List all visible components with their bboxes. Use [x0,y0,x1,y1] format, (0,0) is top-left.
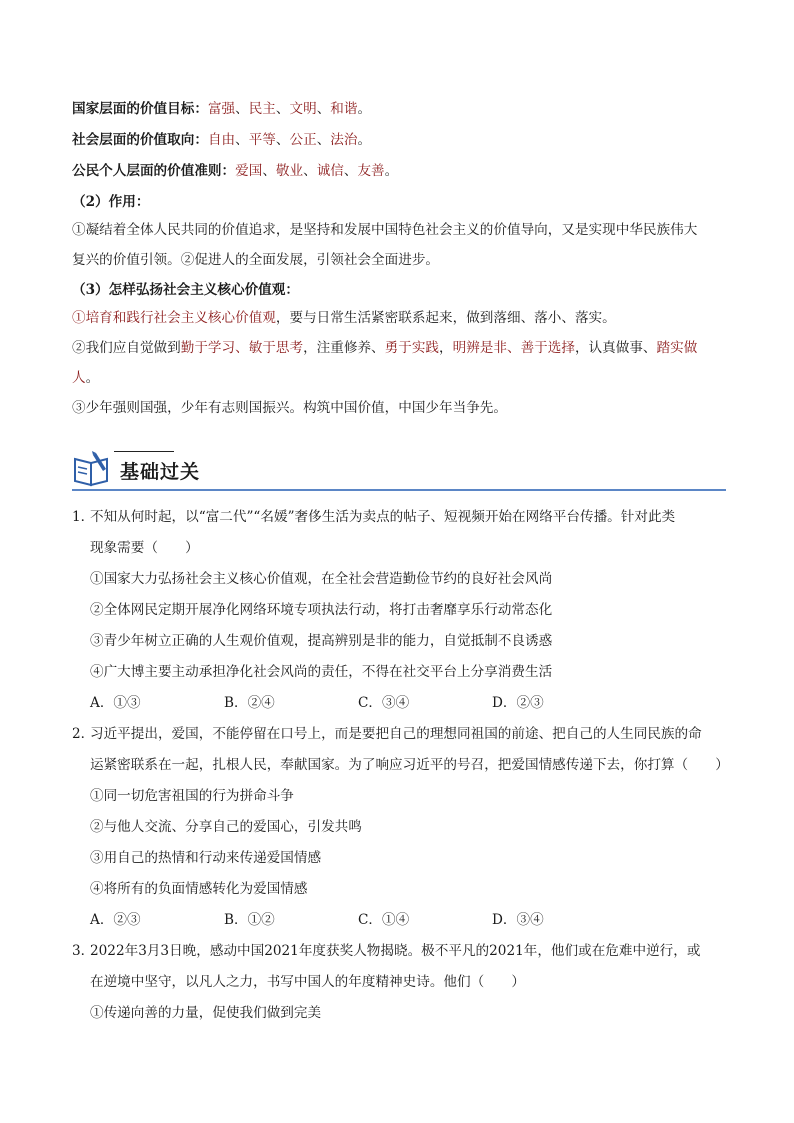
value-item: 文明 [289,101,317,117]
highlight: 踏实做 [656,340,698,356]
national-values-line: 国家层面的价值目标：富强、民主、文明、和谐。 [72,101,372,117]
text: ，注重修养、 [303,340,385,356]
option-item[interactable]: ①传递向善的力量，促使我们做到完美 [90,1005,322,1021]
question-stem-cont: 运紧密联系在一起，扎根人民，奉献国家。为了响应习近平的号召，把爱国情感传递下去，你打算（ ） [90,757,729,773]
book-icon [72,449,112,489]
highlight: 勇于实践 [384,340,440,356]
question-stem [72,719,732,750]
banner-rule [72,489,726,491]
option-item[interactable]: ①同一切危害祖国的行为拼命斗争 [90,788,294,804]
text: ， [439,340,453,356]
section-banner [72,449,726,491]
summary-section [72,98,726,423]
choice-d[interactable]: D．③④ [492,912,544,928]
how-heading: （3）怎样弘扬社会主义核心价值观： [72,282,299,298]
choice-c[interactable]: C．③④ [358,695,410,711]
stem-text: 不知从何时起，以“富二代”“名媛”奢侈生活为卖点的帖子、短视频开始在网络平台传播。针对此类 [90,509,676,525]
highlight: 人 [72,370,86,386]
text: 。 [85,370,100,386]
personal-values-line: 公民个人层面的价值准则：爱国、敬业、诚信、友善。 [72,163,399,179]
question-3 [72,936,732,1029]
question-stem [72,502,732,533]
value-item: 和谐 [330,101,358,117]
social-values-label: 社会层面的价值取向： [72,132,208,148]
text: ②我们应自觉做到 [72,340,181,356]
option-item[interactable]: ②与他人交流、分享自己的爱国心，引发共鸣 [90,819,362,835]
choice-a[interactable]: A．②③ [90,912,141,928]
option-item[interactable]: ④广大博主要主动承担净化社会风尚的责任，不得在社交平台上分享消费生活 [90,664,553,680]
value-item: 敬业 [275,163,304,179]
text: ，认真做事、 [574,340,657,356]
highlight: 明辨是非、善于选择 [452,340,575,356]
highlight: 勤于学习、敏于思考 [180,340,304,356]
option-item[interactable]: ④将所有的负面情感转化为爱国情感 [90,881,308,897]
value-item: 友善 [357,163,385,179]
question-stem-cont: 在逆境中坚守，以凡人之力，书写中国人的年度精神史诗。他们（ ） [90,974,525,990]
social-values-line: 社会层面的价值取向：自由、平等、公正、法治。 [72,132,372,148]
how-text-2-cont [72,363,726,393]
choice-a[interactable]: A．①③ [90,695,141,711]
value-item: 民主 [248,101,276,117]
answer-choices [90,905,732,936]
question-stem [72,936,732,967]
choice-b[interactable]: B．②④ [224,695,275,711]
banner-title: 基础过关 [120,461,201,483]
role-text-2: 复兴的价值引领。②促进人的全面发展，引领社会全面进步。 [72,252,440,268]
stem-text: 2022年3月3日晚，感动中国2021年度获奖人物揭晓。极不平凡的2021年，他们或在危难中逆行，或 [90,943,701,959]
personal-values-label: 公民个人层面的价值准则： [72,163,236,179]
option-item[interactable]: ①国家大力弘扬社会主义核心价值观，在全社会营造勤俭节约的良好社会风尚 [90,571,553,587]
how-text-1 [72,303,726,333]
highlight: ①培育和践行社会主义核心价值观 [72,310,276,326]
value-item: 公正 [289,132,317,148]
value-item: 爱国 [235,163,263,179]
stem-text: 习近平提出，爱国，不能停留在口号上，而是要把自己的理想同祖国的前途、把自己的人生同民族的命 [90,726,702,742]
option-item[interactable]: ③用自己的热情和行动来传递爱国情感 [90,850,322,866]
how-text-3: ③少年强则国强，少年有志则国振兴。构筑中国价值，中国少年当争先。 [72,400,507,416]
question-number: 3． [72,943,95,959]
value-item: 诚信 [316,163,344,179]
question-stem-cont: 现象需要（ ） [90,540,199,556]
value-item: 富强 [207,101,236,117]
role-heading: （2）作用： [72,194,150,210]
how-text-2 [72,333,726,363]
option-item[interactable]: ②全体网民定期开展净化网络环境专项执法行动，将打击奢靡享乐行动常态化 [90,602,553,618]
role-text-1: ①凝结着全体人民共同的价值追求，是坚持和发展中国特色社会主义的价值导向，又是实现中华民族伟大 [72,222,698,238]
answer-choices [90,688,732,719]
value-item: 法治 [330,132,358,148]
choice-d[interactable]: D．②③ [492,695,544,711]
choice-c[interactable]: C．①④ [358,912,410,928]
question-2 [72,719,732,936]
value-item: 平等 [248,132,276,148]
text: ，要与日常生活紧密联系起来，做到落细、落小、落实。 [275,310,616,326]
value-item: 自由 [207,132,236,148]
question-number: 2． [72,726,95,742]
question-number: 1． [72,509,95,525]
choice-b[interactable]: B．①② [224,912,275,928]
option-item[interactable]: ③青少年树立正确的人生观价值观，提高辨别是非的能力，自觉抵制不良诱惑 [90,633,553,649]
national-values-label: 国家层面的价值目标： [72,101,208,117]
question-1 [72,502,732,719]
